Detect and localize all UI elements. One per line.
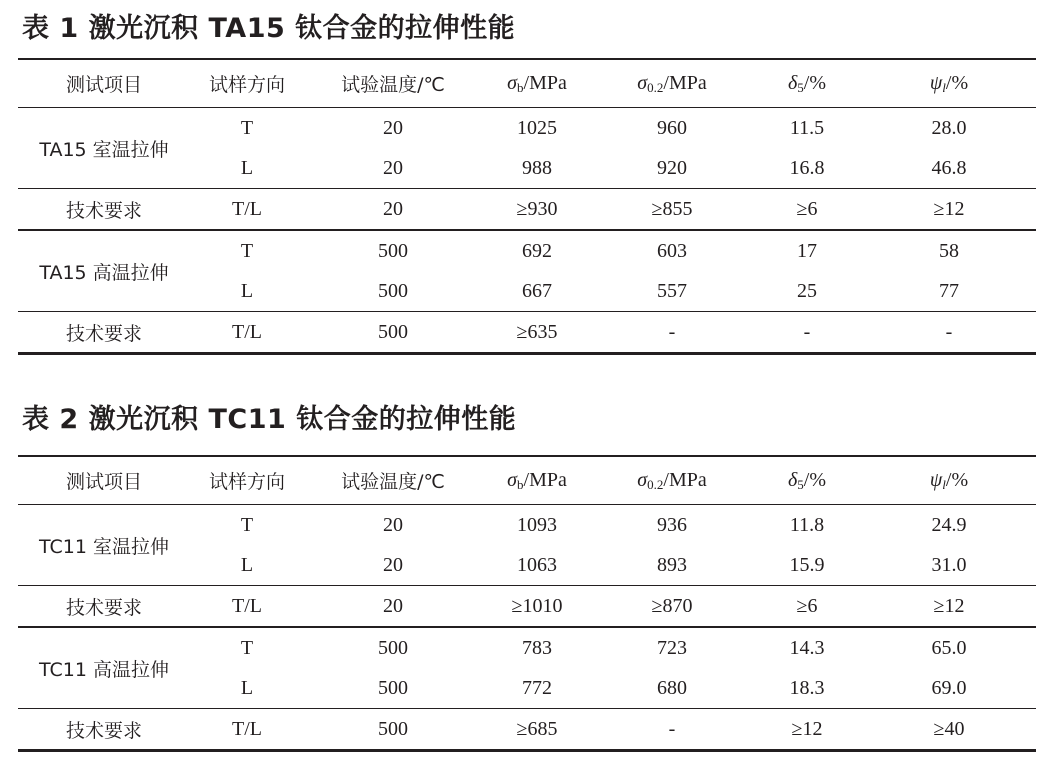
cell-elongation: 15.9 [789, 553, 825, 576]
cell-direction: L [240, 676, 254, 699]
cell-direction: L [240, 279, 254, 302]
group-label: TC11 室温拉伸 [39, 535, 169, 558]
requirement-label: 技术要求 [18, 709, 190, 751]
col-header-direction: 试样方向 [190, 456, 304, 505]
cell-elongation: 25 [797, 279, 817, 302]
col-header-yield-strength: $\sigma_{0.2}$/MPa [592, 59, 752, 108]
cell-tensile-strength: ≥930 [482, 189, 592, 231]
table-row [18, 108, 1036, 149]
cell-tensile-strength: 692 [522, 239, 552, 262]
cell-elongation: 17 [797, 239, 817, 262]
cell-direction: T/L [190, 586, 304, 628]
cell-yield-strength: 680 [657, 676, 687, 699]
col-header-temperature: 试验温度/℃ [304, 456, 482, 505]
requirement-row [18, 586, 1036, 628]
cell-elongation: ≥12 [752, 709, 862, 751]
col-header-tensile-strength: $\sigma_b$/MPa [482, 59, 592, 108]
requirement-row [18, 709, 1036, 751]
table-row [18, 230, 1036, 271]
cell-temperature: 500 [378, 676, 408, 699]
cell-temperature: 500 [304, 312, 482, 354]
cell-tensile-strength: ≥1010 [482, 586, 592, 628]
cell-area-reduction: 58 [939, 239, 959, 262]
table-row [18, 627, 1036, 668]
col-header-temperature: 试验温度/℃ [304, 59, 482, 108]
cell-temperature: 500 [378, 239, 408, 262]
cell-area-reduction: ≥40 [862, 709, 1036, 751]
cell-area-reduction: ≥12 [862, 189, 1036, 231]
cell-area-reduction: 31.0 [931, 553, 967, 576]
cell-temperature: 500 [378, 636, 408, 659]
cell-direction: T/L [190, 709, 304, 751]
cell-yield-strength: - [592, 709, 752, 751]
cell-temperature: 500 [304, 709, 482, 751]
cell-direction: T [240, 636, 254, 659]
cell-yield-strength: 936 [657, 513, 687, 536]
cell-direction: T/L [190, 189, 304, 231]
cell-yield-strength: 960 [657, 116, 687, 139]
cell-elongation: 18.3 [789, 676, 825, 699]
cell-elongation: - [752, 312, 862, 354]
table-header-row [18, 59, 1036, 108]
cell-elongation: 11.5 [789, 116, 825, 139]
cell-yield-strength: 603 [657, 239, 687, 262]
table-1-caption: 表 1 激光沉积 TA15 钛合金的拉伸性能 [22, 13, 516, 44]
col-header-direction: 试样方向 [190, 59, 304, 108]
cell-tensile-strength: ≥685 [482, 709, 592, 751]
cell-temperature: 20 [383, 116, 403, 139]
table-header-row [18, 456, 1036, 505]
group-label: TC11 高温拉伸 [39, 658, 169, 681]
cell-tensile-strength: 1093 [517, 513, 557, 536]
cell-yield-strength: 557 [657, 279, 687, 302]
col-header-area-reduction: $\psi_l/\%$ [862, 456, 1036, 505]
col-header-area-reduction: $\psi_l/\%$ [862, 59, 1036, 108]
cell-area-reduction: 65.0 [931, 636, 967, 659]
cell-elongation: ≥6 [752, 189, 862, 231]
cell-tensile-strength: ≥635 [482, 312, 592, 354]
cell-tensile-strength: 1025 [517, 116, 557, 139]
cell-tensile-strength: 1063 [517, 553, 557, 576]
cell-direction: T [240, 116, 254, 139]
col-header-test-item: 测试项目 [18, 456, 190, 505]
table-row [18, 505, 1036, 546]
cell-yield-strength: 893 [657, 553, 687, 576]
cell-elongation: 11.8 [789, 513, 825, 536]
cell-yield-strength: - [592, 312, 752, 354]
requirement-row [18, 189, 1036, 231]
requirement-label: 技术要求 [18, 189, 190, 231]
cell-temperature: 20 [383, 513, 403, 536]
requirement-label: 技术要求 [18, 586, 190, 628]
cell-area-reduction: 69.0 [931, 676, 967, 699]
cell-temperature: 20 [383, 553, 403, 576]
cell-yield-strength: ≥855 [592, 189, 752, 231]
table-2 [18, 455, 1036, 752]
cell-tensile-strength: 772 [522, 676, 552, 699]
cell-elongation: 14.3 [789, 636, 825, 659]
cell-yield-strength: 920 [657, 156, 687, 179]
cell-direction: L [240, 553, 254, 576]
cell-direction: T/L [190, 312, 304, 354]
cell-area-reduction: 28.0 [931, 116, 967, 139]
cell-elongation: ≥6 [752, 586, 862, 628]
cell-elongation: 16.8 [789, 156, 825, 179]
requirement-label: 技术要求 [18, 312, 190, 354]
cell-area-reduction: 46.8 [931, 156, 967, 179]
col-header-elongation: $\delta_5/\%$ [752, 456, 862, 505]
cell-area-reduction: ≥12 [862, 586, 1036, 628]
cell-tensile-strength: 783 [522, 636, 552, 659]
col-header-elongation: $\delta_5/\%$ [752, 59, 862, 108]
cell-yield-strength: 723 [657, 636, 687, 659]
cell-temperature: 500 [378, 279, 408, 302]
cell-tensile-strength: 667 [522, 279, 552, 302]
cell-temperature: 20 [383, 156, 403, 179]
cell-temperature: 20 [304, 189, 482, 231]
cell-direction: T [240, 239, 254, 262]
col-header-yield-strength: $\sigma_{0.2}$/MPa [592, 456, 752, 505]
col-header-test-item: 测试项目 [18, 59, 190, 108]
cell-tensile-strength: 988 [522, 156, 552, 179]
col-header-tensile-strength: $\sigma_b$/MPa [482, 456, 592, 505]
cell-area-reduction: - [862, 312, 1036, 354]
table-2-caption: 表 2 激光沉积 TC11 钛合金的拉伸性能 [22, 404, 517, 435]
group-label: TA15 室温拉伸 [39, 138, 169, 161]
table-1 [18, 58, 1036, 355]
cell-area-reduction: 77 [939, 279, 959, 302]
cell-area-reduction: 24.9 [931, 513, 967, 536]
group-label: TA15 高温拉伸 [39, 261, 169, 284]
cell-direction: T [240, 513, 254, 536]
cell-direction: L [240, 156, 254, 179]
cell-yield-strength: ≥870 [592, 586, 752, 628]
requirement-row [18, 312, 1036, 354]
cell-temperature: 20 [304, 586, 482, 628]
